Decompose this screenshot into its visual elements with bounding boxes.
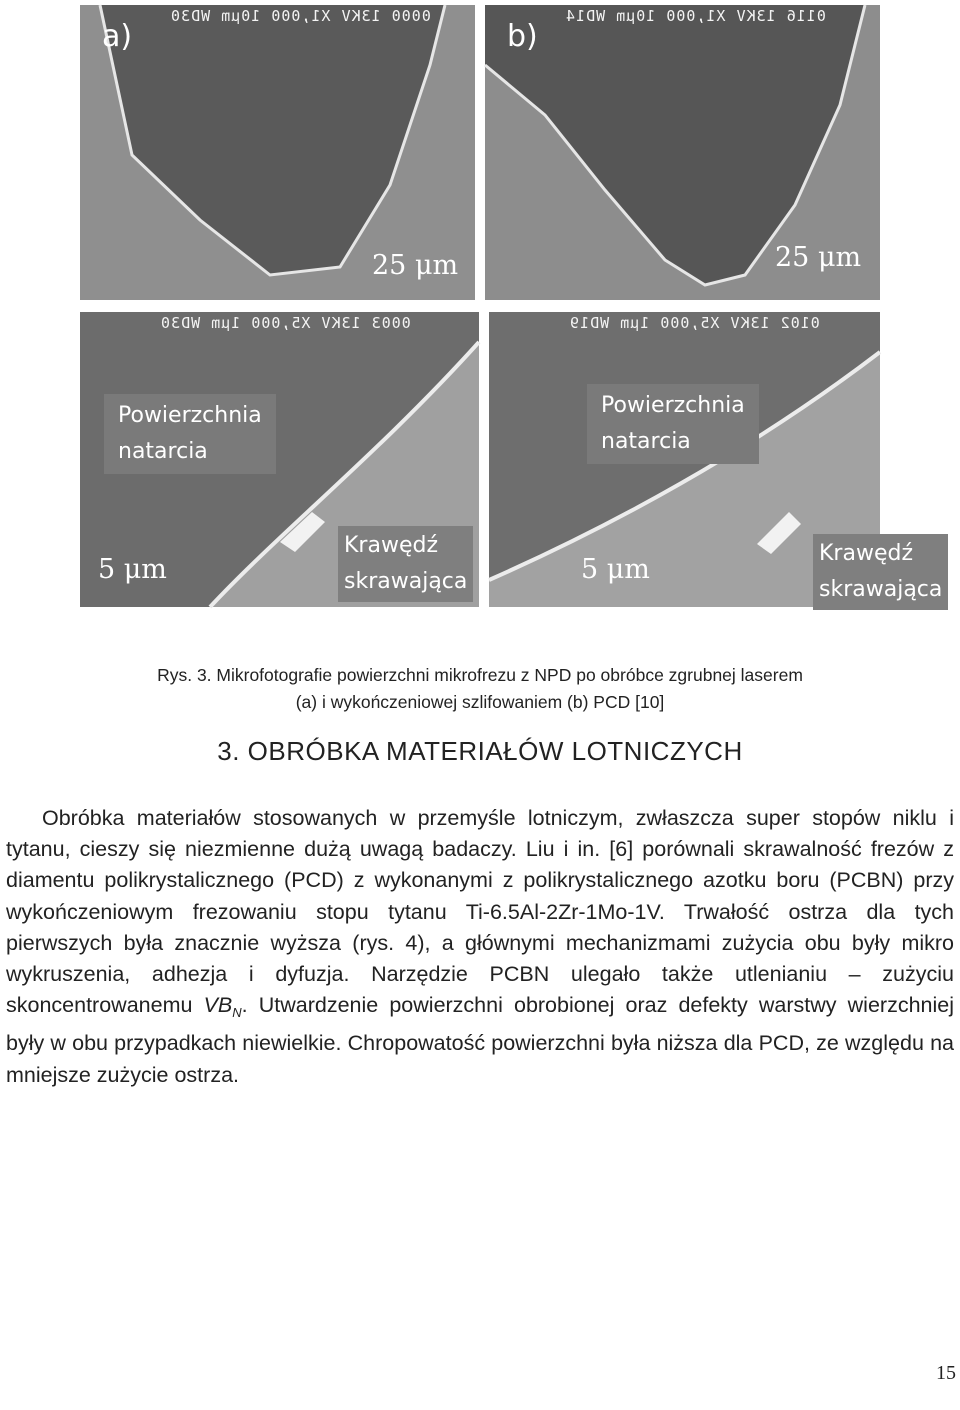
cutting-edge-label-line2: skrawająca [819,577,943,602]
rake-face-label [104,394,276,474]
cutting-edge-label [813,534,948,610]
section-heading: 3. OBRÓBKA MATERIAŁÓW LOTNICZYCH [217,736,743,766]
sem-header-strip: 0116 13KV X1,000 10µm WD14 [565,7,826,25]
figure-caption-line1: Rys. 3. Mikrofotografie powierzchni mikrofrezu z NPD po obróbce zgrubnej laserem [157,665,803,685]
sem-header-strip: 0000 13KV X1,000 10µm WD30 [170,7,431,25]
cutting-edge-label [338,526,473,602]
cutting-edge-label-line1: Krawędź [819,541,913,566]
paragraph-rest-text: . Utwardzenie powierzchni obrobionej oraz defekty warstwy wierzchniej były w obu przypadkach niewielkie. Chropowatość powierzchni była niższa dla PCD, ze względu na mniejsze zużycie ostrza. [6,993,954,1087]
panel-letter: b) [507,19,538,54]
sem-header-strip: 0003 13KV X5,000 1µm WD30 [160,314,411,332]
scale-bar-label: 25 μm [372,250,459,281]
scale-bar-label: 25 μm [775,242,862,273]
sem-panel-c [80,312,479,607]
rake-face-label-line2: natarcia [601,429,691,454]
sem-panel-b [485,5,880,300]
rake-face-label-line1: Powierzchnia [118,403,262,428]
rake-face-label-line2: natarcia [118,439,208,464]
sem-panel-a [80,5,475,300]
sem-header-strip: 0102 13KV X5,000 1µm WD19 [569,314,820,332]
vb-symbol: VB [203,993,233,1018]
cutting-edge-label-line2: skrawająca [344,569,468,594]
cutting-edge-label-line1: Krawędź [344,533,438,558]
rake-face-label [587,384,759,464]
page-number: 15 [936,1362,956,1384]
body-paragraph [6,803,954,1091]
scale-bar-label: 5 μm [98,554,167,585]
scale-bar-label: 5 μm [581,554,650,585]
paragraph-main-text: Obróbka materiałów stosowanych w przemyśle lotniczym, zwłaszcza super stopów niklu i tytanu, cieszy się niezmienne dużą uwagą badaczy. Liu i in. [6] porównali skrawalność frezów z diamentu polikrystalicznego (PCD) z wykonanymi z polikrystalicznego azotku boru (PCBN) przy wykończeniowym frezowaniu stopu tytanu Ti-6.5Al-2Zr-1Mo-1V. Trwałość ostrza dla tych pierwszych była znacznie wyższa (rys. 4), a głównymi mechanizmami zużycia obu były mikro wykruszenia, adhezja i dyfuzja. Narzędzie PCBN ulegało także utlenianiu – zużyciu skoncentrowanemu [6,806,954,1018]
sem-figure [80,5,943,607]
sem-panel-d [489,312,943,607]
vb-subscript: N [232,1005,242,1021]
panel-letter: a) [102,19,133,54]
figure-caption-line2: (a) i wykończeniowej szlifowaniem (b) PCD [10] [295,692,665,712]
rake-face-label-line1: Powierzchnia [601,393,745,418]
